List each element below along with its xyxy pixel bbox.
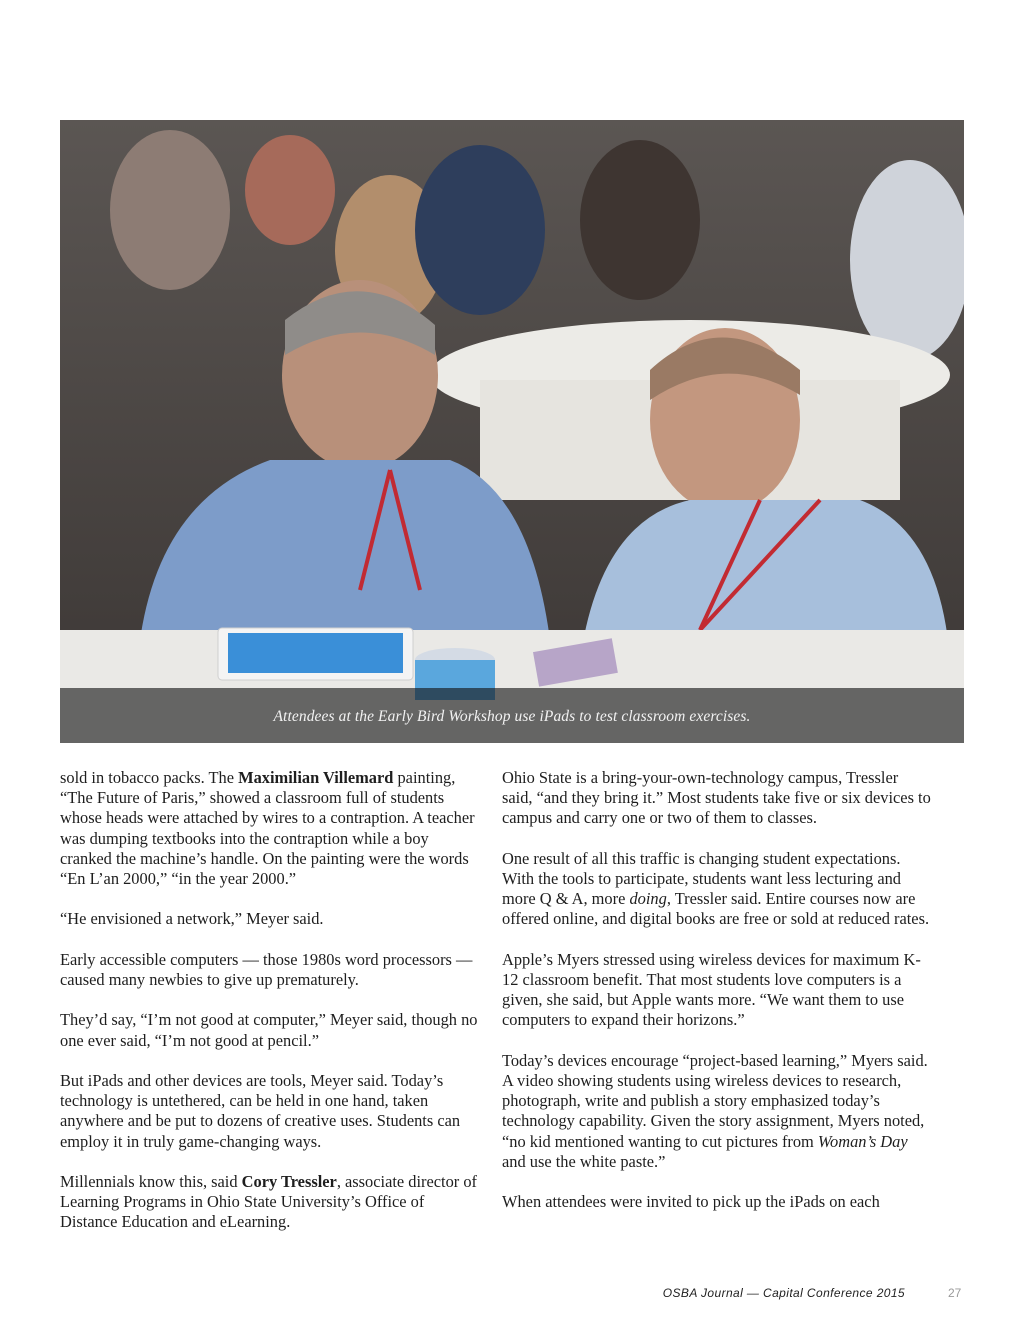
page-number: 27 — [948, 1286, 962, 1300]
footer-publication-title: OSBA Journal — Capital Conference 2015 — [662, 1286, 905, 1300]
name-tressler: Cory Tressler — [241, 1171, 337, 1191]
paragraph: sold in tobacco packs. The Maximilian Villemard painting, “The Future of Paris,” showed a classroom full of students whose heads were attached by wires to a contraption. A teacher was dumping textbooks into the contraption while a boy cranked the machine’s handle. On the painting were the words “En L’an 2000,” “in the year 2000.” — [60, 768, 475, 889]
paragraph: Apple’s Myers stressed using wireless devices for maximum K-12 classroom benefit. That most students love computers is a given, she said, but Apple wants more. “We want them to use computers to expand their horizons.” — [502, 949, 921, 1030]
paragraph: They’d say, “I’m not good at computer,” Meyer said, though no one ever said, “I’m not good at pencil.” — [60, 1010, 478, 1050]
right-column — [502, 768, 932, 1233]
paragraph: Today’s devices encourage “project-based learning,” Myers said. A video showing students using wireless devices to research, photograph, write and publish a story emphasized today’s technology capability. Given the story assignment, Myers noted, “no kid mentioned wanting to cut pictures from Woman’s Day and use the white paste.” — [502, 1050, 928, 1171]
paragraph: Early accessible computers — those 1980s word processors — caused many newbies to give up prematurely. — [60, 949, 473, 989]
paragraph: Millennials know this, said Cory Tressler, associate director of Learning Programs in Ohio State University’s Office of Distance Education and eLearning. — [60, 1171, 477, 1232]
workshop-photo — [60, 120, 964, 743]
paragraph: Ohio State is a bring-your-own-technology campus, Tressler said, “and they bring it.” Most students take five or six devices to campus and carry one or two of them to classes. — [502, 768, 931, 828]
paragraph: But iPads and other devices are tools, Meyer said. Today’s technology is untethered, can be held in one hand, taken anywhere and be put to dozens of creative uses. Students can employ it in truly game-changing ways. — [60, 1070, 461, 1151]
title-womans-day: Woman’s Day — [817, 1131, 908, 1151]
emphasis-doing: doing — [629, 889, 667, 909]
photo-caption: Attendees at the Early Bird Workshop use iPads to test classroom exercises. — [273, 708, 751, 725]
paragraph: “He envisioned a network,” Meyer said. — [60, 909, 324, 929]
left-column — [60, 768, 480, 1253]
paragraph: When attendees were invited to pick up the iPads on each — [502, 1192, 880, 1212]
paragraph: One result of all this traffic is changing student expectations. With the tools to participate, students want less lecturing and more Q & A, more doing, Tressler said. Entire courses now are offered online, and digital books are free or sold at reduced rates. — [502, 848, 930, 929]
name-villemard: Maximilian Villemard — [238, 768, 394, 787]
photo-illustration — [60, 120, 964, 743]
